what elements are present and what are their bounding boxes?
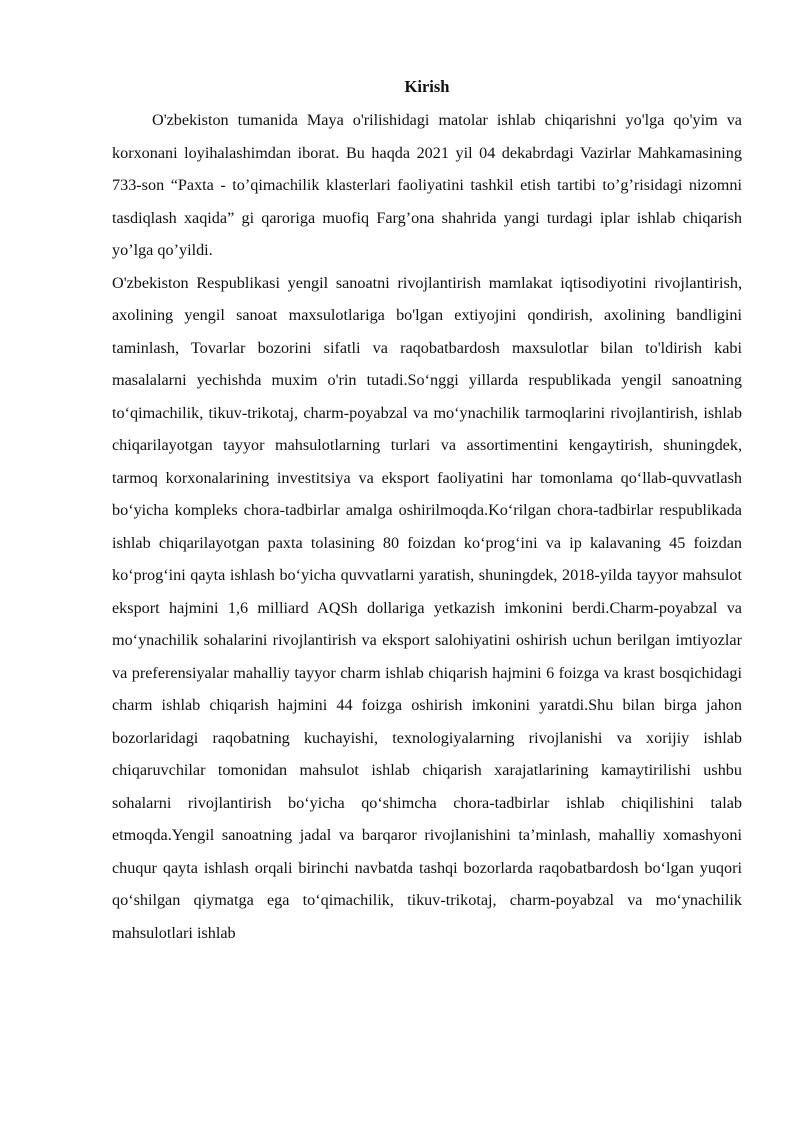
page-title: Kirish: [404, 77, 450, 96]
paragraph-intro: O'zbekiston tumanida Maya o'rilishidagi matolar ishlab chiqarishni yo'lga qo'yim va korxonani loyihalashimdan iborat. Bu haqda 2021 yil 04 dekabrdagi Vazirlar Mahkamasining 733-son “Paxta - to’qimachilik klasterlari faoliyatini tashkil etish tartibi to’g’risidagi nizomni tasdiqlash xaqida” gi qaroriga muofiq Farg’ona shahrida yangi turdagi iplar ishlab chiqarish yo’lga qo’yildi.: [112, 111, 742, 259]
document-page: [112, 70, 742, 949]
paragraph-body: O'zbekiston Respublikasi yengil sanoatni rivojlantirish mamlakat iqtisodiyotini rivojlantirish, axolining yengil sanoat maxsulotlariga bo'lgan extiyojini qondirish, axolining bandligini taminlash, Tovarlar bozorini sifatli va raqobatbardosh maxsulotlar bilan to'ldirish kabi masalalarni yechishda muxim o'rin tutadi.So‘nggi yillarda respublikada yengil sanoatning to‘qimachilik, tikuv-trikotaj, charm-poyabzal va mo‘ynachilik tarmoqlarini rivojlantirish, ishlab chiqarilayotgan tayyor mahsulotlarning turlari va assortimentini kengaytirish, shuningdek, tarmoq korxonalarining investitsiya va eksport faoliyatini har tomonlama qo‘llab-quvvatlash bo‘yicha kompleks chora-tadbirlar amalga oshirilmoqda.Ko‘rilgan chora-tadbirlar respublikada ishlab chiqarilayotgan paxta tolasining 80 foizdan ko‘prog‘ini va ip kalavaning 45 foizdan ko‘prog‘ini qayta ishlash bo‘yicha quvvatlarni yaratish, shuningdek, 2018-yilda tayyor mahsulot eksport hajmini 1,6 milliard AQSh dollariga yetkazish imkonini berdi.Charm-poyabzal va mo‘ynachilik sohalarini rivojlantirish va eksport salohiyatini oshirish uchun berilgan imtiyozlar va preferensiyalar mahalliy tayyor charm ishlab chiqarish hajmini 6 foizga va krast bosqichidagi charm ishlab chiqarish hajmini 44 foizga oshirish imkonini yaratdi.Shu bilan birga jahon bozorlaridagi raqobatning kuchayishi, texnologiyalarning rivojlanishi va xorijiy ishlab chiqaruvchilar tomonidan mahsulot ishlab chiqarish xarajatlarining kamaytirilishi ushbu sohalarni rivojlantirish bo‘yicha qo‘shimcha chora-tadbirlar ishlab chiqilishini talab etmoqda.Yengil sanoatning jadal va barqaror rivojlanishini ta’minlash, mahalliy xomashyoni chuqur qayta ishlash orqali birinchi navbatda tashqi bozorlarda raqobatbardosh bo‘lgan yuqori qo‘shilgan qiymatga ega to‘qimachilik, tikuv-trikotaj, charm-poyabzal va mo‘ynachilik mahsulotlari ishlab: [112, 273, 742, 942]
